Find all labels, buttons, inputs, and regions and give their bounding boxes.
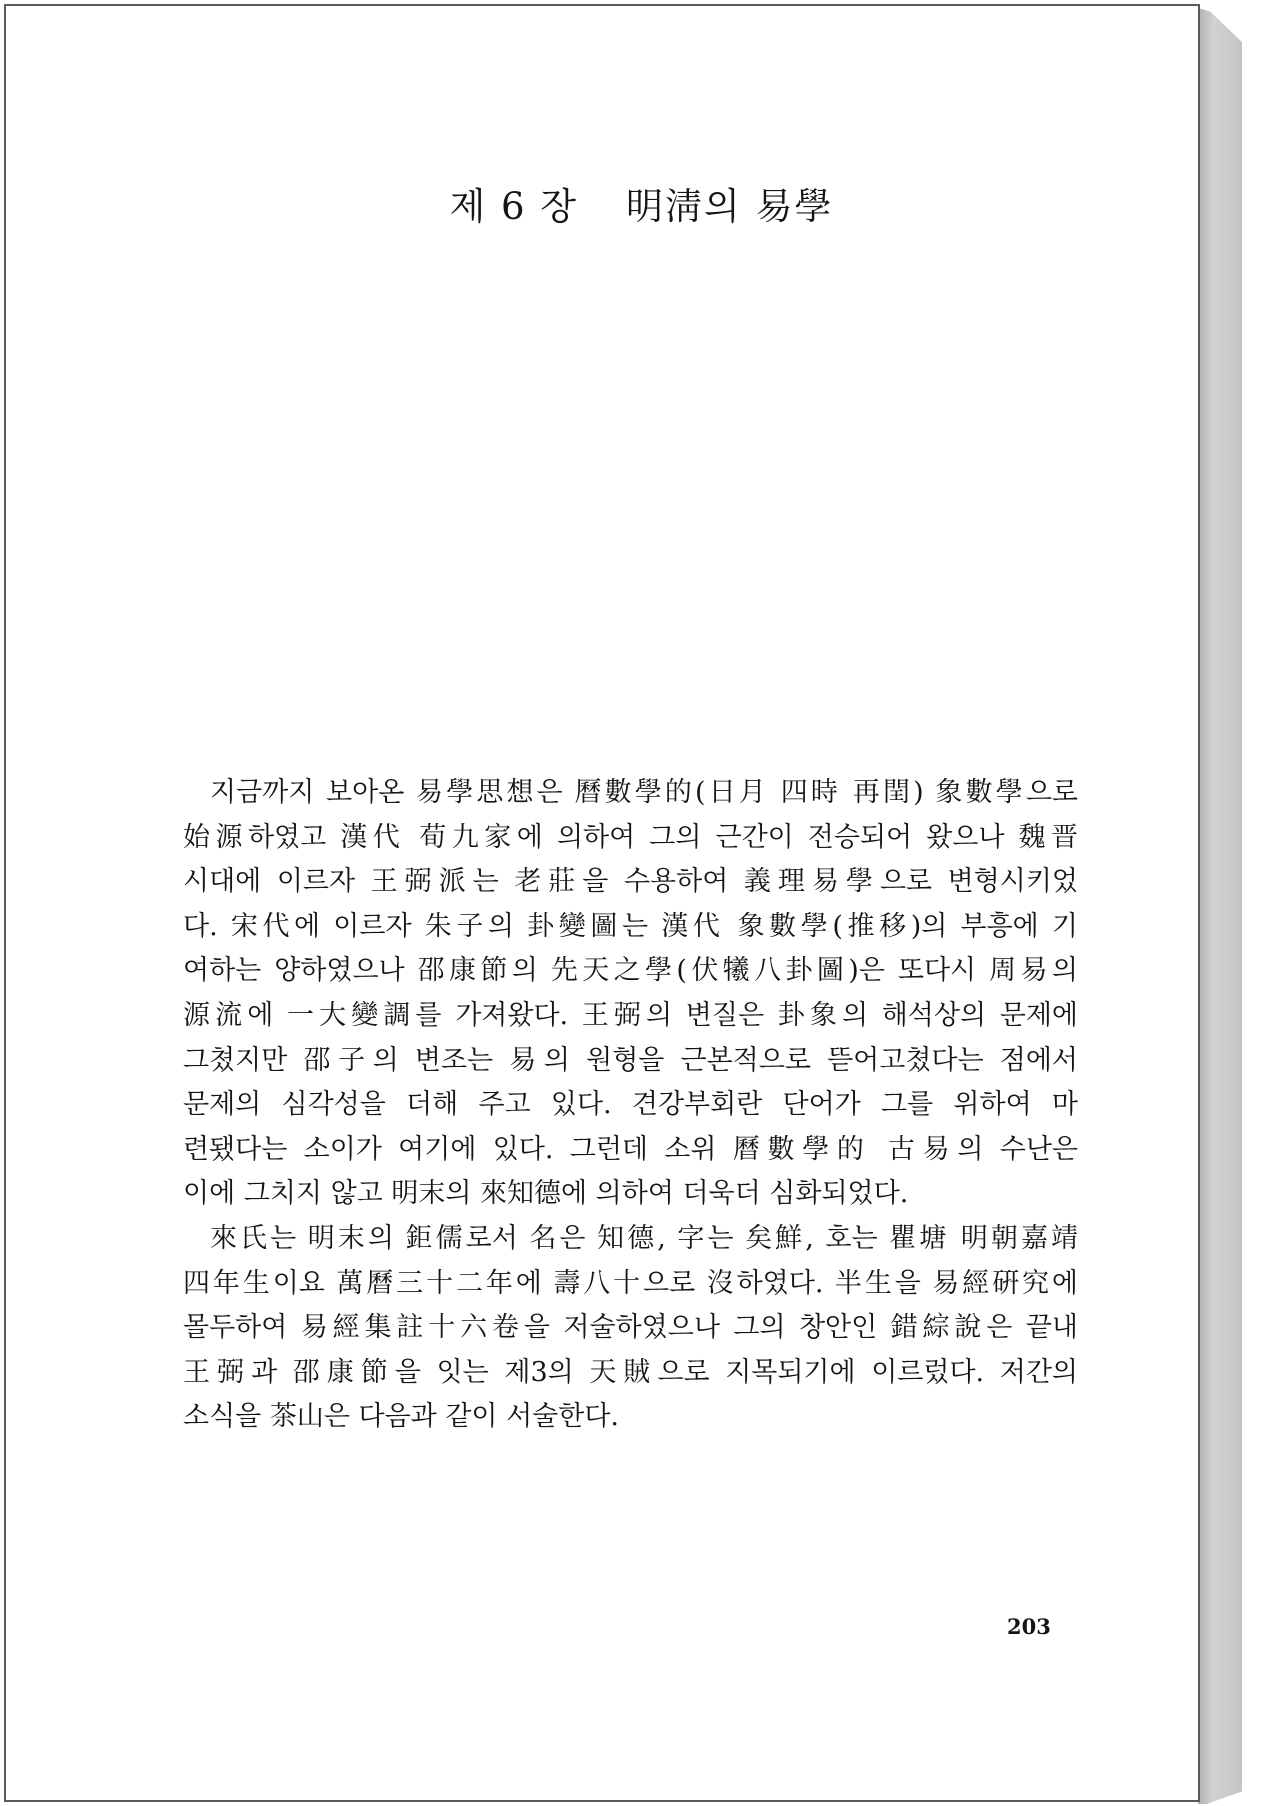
chapter-title-text: 明淸의 易學 [626,185,834,228]
text-line: 四年生이요 萬曆三十二年에 壽八十으로 沒하였다. 半生을 易經硏究에 [183,1267,1078,1299]
text-line: 그쳤지만 邵子의 변조는 易의 원형을 근본적으로 뜯어고쳤다는 점에서 [183,1044,1078,1076]
text-line: 源流에 一大變調를 가져왔다. 王弼의 변질은 卦象의 해석상의 문제에 [183,999,1078,1031]
page-number: 203 [1007,1614,1051,1639]
text-line: 소식을 茶山은 다음과 같이 서술한다. [183,1401,619,1433]
chapter-number-label: 제 6 장 [449,185,579,228]
text-line: 문제의 심각성을 더해 주고 있다. 견강부회란 단어가 그를 위하여 마 [183,1089,1078,1121]
text-line: 여하는 양하였으나 邵康節의 先天之學(伏犧八卦圖)은 또다시 周易의 [183,955,1078,987]
text-line: 이에 그치지 않고 明末의 來知德에 의하여 더욱더 심화되었다. [183,1178,909,1210]
text-line: 몰두하여 易經集註十六卷을 저술하였으나 그의 창안인 錯綜說은 끝내 [183,1312,1078,1344]
text-line: 련됐다는 소이가 여기에 있다. 그런데 소위 曆數學的 古易의 수난은 [183,1133,1078,1165]
text-line: 지금까지 보아온 易學思想은 曆數學的(日月 四時 再閏) 象數學으로 [210,777,1078,808]
text-line: 다. 宋代에 이르자 朱子의 卦變圖는 漢代 象數學(推移)의 부흥에 기 [183,910,1078,942]
page-edge [1198,8,1242,1804]
text-line: 시대에 이르자 王弼派는 老莊을 수용하여 義理易學으로 변형시키었 [183,866,1078,898]
text-line: 始源하였고 漢代 荀九家에 의하여 그의 근간이 전승되어 왔으나 魏晋 [183,821,1078,853]
text-line: 來氏는 明末의 鉅儒로서 名은 知德, 字는 矣鮮, 호는 瞿塘 明朝嘉靖 [210,1222,1078,1254]
text-line: 王弼과 邵康節을 잇는 제3의 天賊으로 지목되기에 이르렀다. 저간의 [183,1356,1078,1388]
body-text [183,771,1078,1440]
chapter-title [0,176,1283,230]
